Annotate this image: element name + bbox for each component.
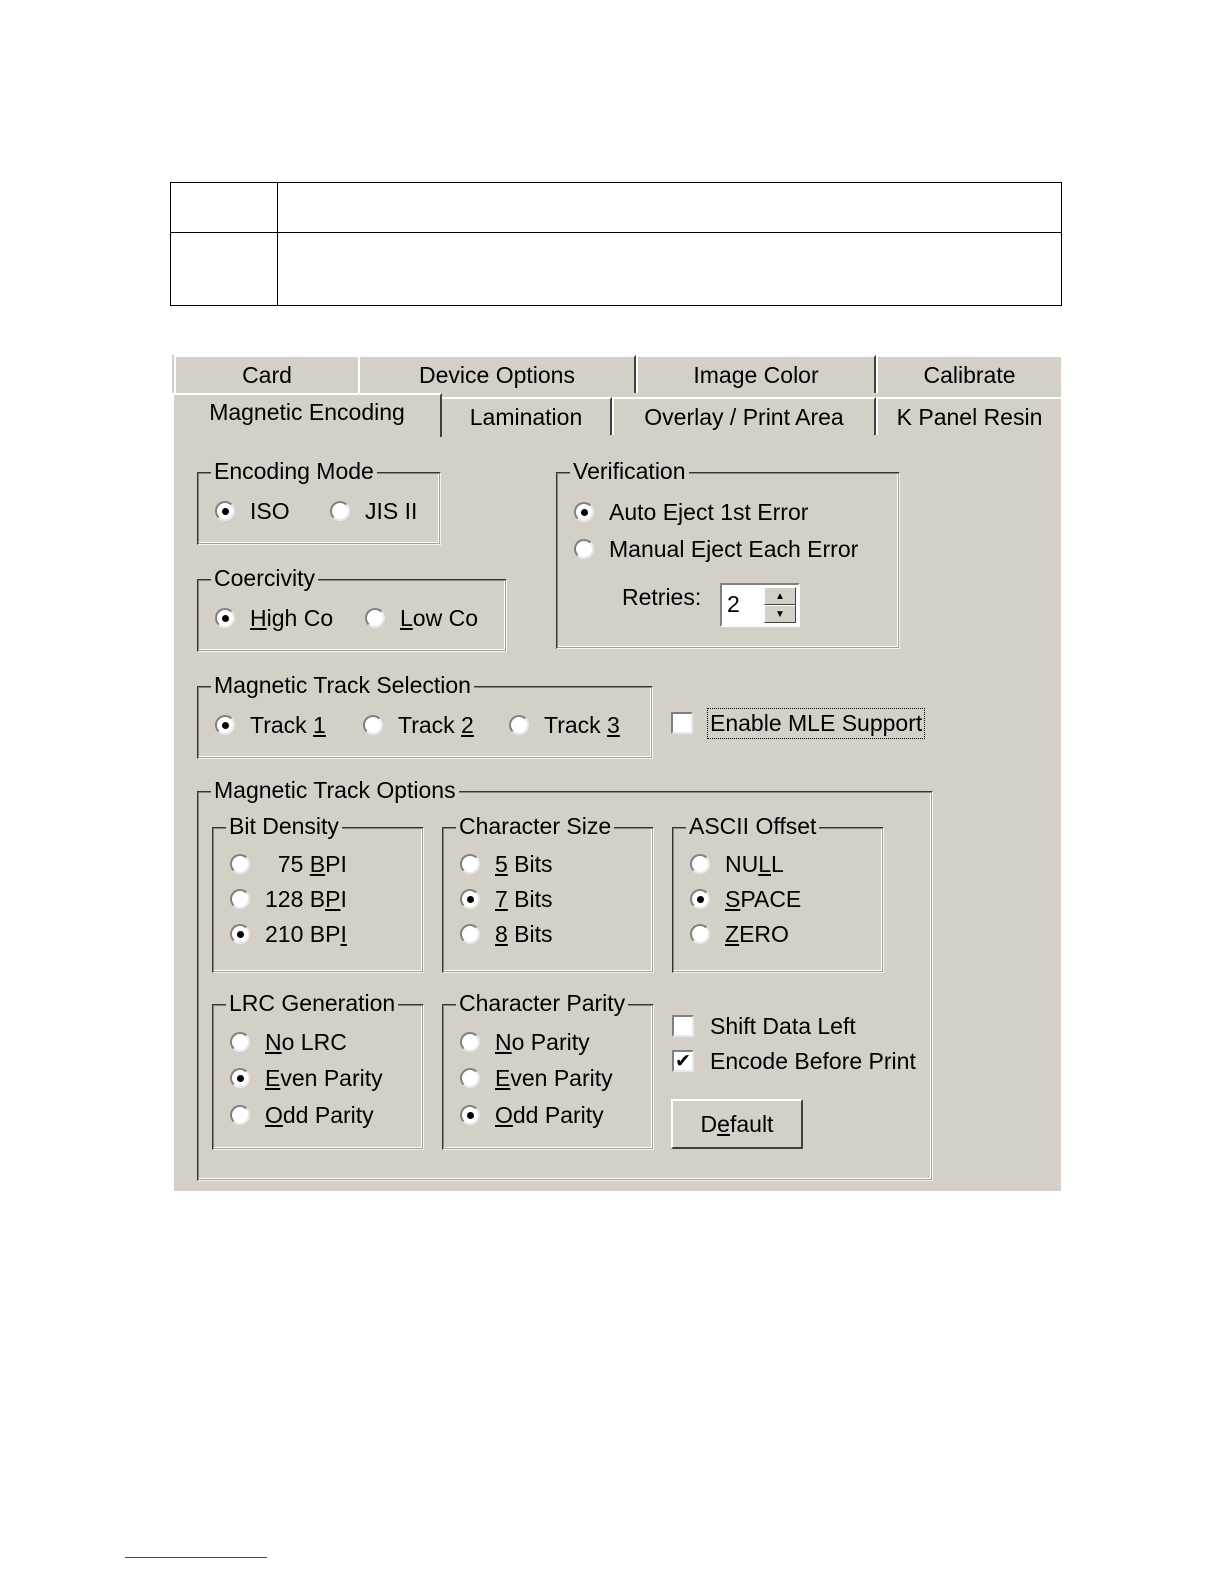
radio-indicator (690, 889, 710, 909)
ascii-offset-group (672, 813, 884, 973)
tab-label: K Panel Resin (896, 403, 1043, 430)
option-label: Manual Eject Each Error (609, 535, 859, 562)
tab-label: Overlay / Print Area (644, 403, 844, 430)
checkbox-box (672, 1015, 694, 1037)
table-row-divider (171, 232, 1061, 233)
enable-mle-support-checkbox[interactable] (671, 708, 923, 738)
group-title: Character Size (456, 812, 614, 840)
option-label: 7 Bits (495, 885, 553, 912)
checkbox-box (671, 712, 693, 734)
tab-overlay-print-area[interactable] (612, 397, 876, 435)
option-label: Track 3 (544, 711, 620, 738)
jis-ii-radio[interactable] (330, 496, 417, 526)
radio-indicator (365, 608, 385, 628)
group-title: Coercivity (211, 564, 318, 592)
radio-indicator (690, 924, 710, 944)
char-size-8-bits-radio[interactable] (460, 919, 553, 949)
track-2-radio[interactable] (363, 710, 474, 740)
option-label: SPACE (725, 885, 802, 912)
option-label: No Parity (495, 1028, 590, 1055)
retries-label: Retries: (622, 584, 702, 610)
char-size-5-bits-radio[interactable] (460, 849, 553, 879)
tab-label: Magnetic Encoding (209, 398, 405, 425)
radio-indicator (460, 924, 480, 944)
encode-before-print-checkbox[interactable] (672, 1046, 916, 1076)
bit-density-75-radio[interactable] (230, 849, 347, 879)
radio-indicator (230, 889, 250, 909)
iso-radio[interactable] (215, 496, 290, 526)
group-title: Encoding Mode (211, 457, 377, 485)
low-co-radio[interactable] (365, 603, 478, 633)
character-parity-group (442, 990, 654, 1150)
tab-card[interactable] (174, 355, 360, 393)
radio-indicator (460, 889, 480, 909)
coercivity-group (197, 565, 507, 652)
tab-calibrate[interactable] (876, 355, 1061, 393)
checkmark-icon: ✔ (672, 1050, 694, 1072)
spin-down-button[interactable]: ▼ (764, 605, 796, 623)
button-label: Default (700, 1110, 774, 1137)
auto-eject-radio[interactable] (574, 497, 808, 527)
manual-eject-radio[interactable] (574, 534, 858, 564)
radio-indicator (230, 1068, 250, 1088)
radio-indicator (460, 1032, 480, 1052)
option-label: Odd Parity (265, 1101, 374, 1128)
radio-indicator (230, 854, 250, 874)
tab-label: Lamination (469, 403, 583, 430)
tab-label: Calibrate (923, 361, 1016, 388)
tab-label: Device Options (419, 361, 575, 388)
option-label: 5 Bits (495, 850, 553, 877)
radio-indicator (690, 854, 710, 874)
option-label: High Co (250, 604, 334, 631)
magnetic-track-selection-group (197, 672, 653, 759)
option-label: NULL (725, 850, 784, 877)
footnote-separator (125, 1557, 267, 1558)
radio-indicator (215, 715, 235, 735)
char-odd-parity-radio[interactable] (460, 1100, 604, 1130)
radio-indicator (509, 715, 529, 735)
tab-label: Image Color (693, 361, 819, 388)
ascii-zero-radio[interactable] (690, 919, 789, 949)
radio-indicator (460, 1068, 480, 1088)
option-label: 128 BPI (265, 885, 347, 912)
encoding-mode-group (197, 458, 441, 545)
magnetic-track-options-group (197, 777, 933, 1181)
tab-magnetic-encoding[interactable] (172, 393, 442, 437)
radio-indicator (215, 501, 235, 521)
document-table (170, 182, 1062, 306)
no-lrc-radio[interactable] (230, 1027, 347, 1057)
printer-properties-dialog (172, 355, 1061, 1191)
high-co-radio[interactable] (215, 603, 333, 633)
group-title: LRC Generation (226, 989, 398, 1017)
group-title: Character Parity (456, 989, 628, 1017)
option-label: No LRC (265, 1028, 347, 1055)
lrc-generation-group (212, 990, 424, 1150)
char-size-7-bits-radio[interactable] (460, 884, 553, 914)
track-1-radio[interactable] (215, 710, 326, 740)
track-3-radio[interactable] (509, 710, 620, 740)
group-title: Magnetic Track Options (211, 776, 459, 804)
radio-indicator (230, 1105, 250, 1125)
no-parity-radio[interactable] (460, 1027, 590, 1057)
option-label: Even Parity (495, 1064, 613, 1091)
tab-image-color[interactable] (636, 355, 876, 393)
radio-indicator (230, 1032, 250, 1052)
option-label: 210 BPI (265, 920, 347, 947)
radio-indicator (574, 502, 594, 522)
checkbox-label: Shift Data Left (710, 1012, 856, 1039)
tab-lamination[interactable] (440, 397, 612, 435)
option-label: Track 2 (398, 711, 474, 738)
option-label: Even Parity (265, 1064, 383, 1091)
shift-data-left-checkbox[interactable] (672, 1011, 856, 1041)
bit-density-group (212, 813, 424, 973)
group-title: Magnetic Track Selection (211, 671, 474, 699)
radio-indicator (460, 1105, 480, 1125)
character-size-group (442, 813, 654, 973)
spin-up-button[interactable]: ▲ (764, 587, 796, 605)
option-label: Odd Parity (495, 1101, 604, 1128)
ascii-space-radio[interactable] (690, 884, 801, 914)
char-even-parity-radio[interactable] (460, 1063, 613, 1093)
option-label: ISO (250, 497, 290, 524)
radio-indicator (460, 854, 480, 874)
option-label: Track 1 (250, 711, 326, 738)
radio-indicator (363, 715, 383, 735)
option-label: Auto Eject 1st Error (609, 498, 809, 525)
lrc-even-parity-radio[interactable] (230, 1063, 383, 1093)
option-label: 8 Bits (495, 920, 553, 947)
group-title: ASCII Offset (686, 812, 819, 840)
tab-k-panel-resin[interactable] (876, 397, 1061, 435)
checkbox-label: Enable MLE Support (710, 709, 923, 736)
option-label: JIS II (365, 497, 418, 524)
bit-density-128-radio[interactable] (230, 884, 347, 914)
group-title: Bit Density (226, 812, 342, 840)
bit-density-210-radio[interactable] (230, 919, 347, 949)
verification-group (556, 458, 900, 649)
option-label: 75 BPI (265, 850, 347, 877)
radio-indicator (574, 539, 594, 559)
radio-indicator (215, 608, 235, 628)
checkbox-label: Encode Before Print (710, 1047, 916, 1074)
table-column-divider (277, 183, 278, 305)
ascii-null-radio[interactable] (690, 849, 784, 879)
tab-label: Card (242, 361, 292, 388)
radio-indicator (230, 924, 250, 944)
group-title: Verification (570, 457, 689, 485)
option-label: ZERO (725, 920, 789, 947)
option-label: Low Co (400, 604, 478, 631)
radio-indicator (330, 501, 350, 521)
lrc-odd-parity-radio[interactable] (230, 1100, 374, 1130)
default-button[interactable] (671, 1099, 803, 1149)
retries-spinner[interactable] (720, 583, 800, 627)
retries-value: 2 (727, 591, 740, 617)
tab-device-options[interactable] (358, 355, 636, 393)
